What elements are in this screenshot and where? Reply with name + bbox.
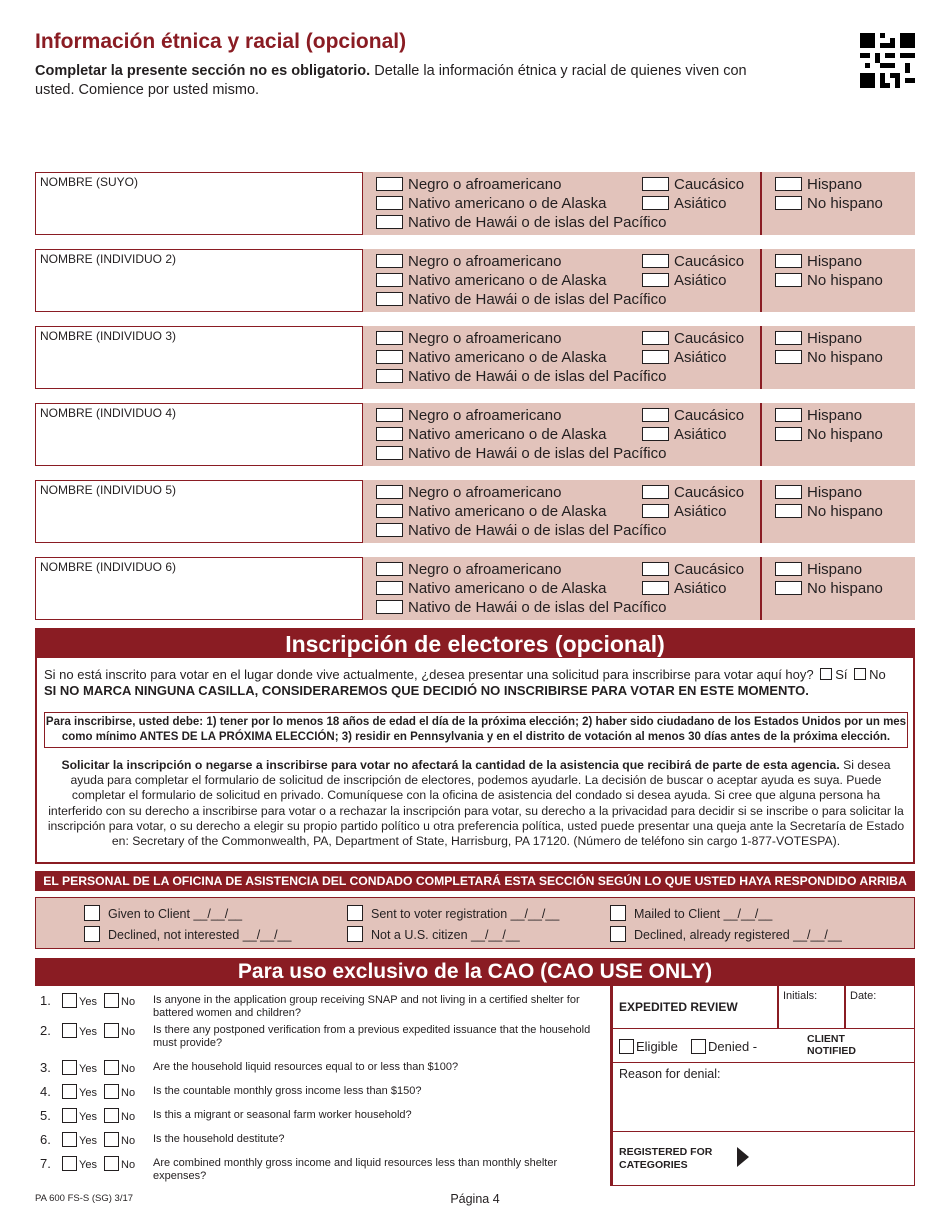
- checkbox[interactable]: [376, 408, 403, 422]
- checkbox[interactable]: [642, 331, 669, 345]
- name-label: NOMBRE (INDIVIDUO 5): [40, 483, 177, 497]
- intro-bold: Completar la presente sección no es obligatorio.: [35, 63, 371, 79]
- checkbox[interactable]: [376, 273, 403, 287]
- name-field[interactable]: [35, 557, 363, 620]
- checkbox[interactable]: [376, 523, 403, 537]
- name-field[interactable]: [35, 172, 363, 235]
- option-caucasian[interactable]: Caucásico: [642, 561, 744, 579]
- cao-questions: 1. Yes No Is anyone in the application group receiving SNAP and not living in a certified shelter for battered women and children? 2. Yes No Is there any postponed verification from a previous expedited issuance that the household must provide? 3. Yes No Are the household liquid resources equal to or less than $100? 4. Yes No Is the countable monthly gross income less than $150? 5. Yes No Is this a migrant or seasonal farm worker household? 6. Yes No Is the household destitute? 7. Yes No Are combined monthly gross income and liquid resources less than monthly shelter expenses?: [40, 993, 591, 1182]
- voter-yes-checkbox[interactable]: [820, 668, 832, 680]
- voter-notice-rest: Si desea ayuda para completar el formulario de solicitud de inscripción de electores, podemos ayudarle. La decisión de buscar o aceptar ayuda es suya. Puede completar el formulario de solicitud en privado. Comuníquese con la oficina de asistencia del condado si desea ayuda. Si cree que alguna persona ha interferido con su derecho a inscribirse para votar o a rechazar la inscripción para votar, su derecho a la privacidad para decidir si se inscribe o para solicitar la inscripción para votar, o su derecho a elegir su propio partido político u otra preferencia política, usted puede presentar una queja ante la Secretaría de Estado en: Secretary of the Commonwealth, PA, Department of State, Harrisburg, PA 17120. (Número de teléfono sin cargo 1-877-VOTESPA).: [47, 758, 905, 849]
- no-option[interactable]: No: [104, 1023, 135, 1039]
- no-option[interactable]: No: [104, 1084, 135, 1100]
- checkbox[interactable]: [347, 905, 363, 921]
- option-nonhispanic[interactable]: No hispano: [775, 195, 883, 213]
- name-field[interactable]: [35, 249, 363, 312]
- client-notified-label: CLIENT NOTIFIED: [807, 1033, 856, 1057]
- yes-option[interactable]: Yes: [62, 993, 97, 1009]
- option-caucasian[interactable]: Caucásico: [642, 330, 744, 348]
- option-hispanic[interactable]: Hispano: [775, 253, 862, 271]
- checkbox[interactable]: [642, 562, 669, 576]
- checkbox[interactable]: [642, 196, 669, 210]
- eligible-option[interactable]: Eligible: [619, 1039, 678, 1054]
- option-caucasian[interactable]: Caucásico: [642, 484, 744, 502]
- divider: [760, 557, 762, 620]
- divider: [760, 326, 762, 389]
- checkbox[interactable]: [642, 254, 669, 268]
- name-field[interactable]: [35, 480, 363, 543]
- no-option[interactable]: No: [104, 1108, 135, 1124]
- option-native[interactable]: Nativo americano o de Alaska: [376, 349, 606, 367]
- checkbox[interactable]: [642, 408, 669, 422]
- staff-section-bar: EL PERSONAL DE LA OFICINA DE ASISTENCIA DEL CONDADO COMPLETARÁ ESTA SECCIÓN SEGÚN LO QUE USTED HAYA RESPONDIDO ARRIBA: [35, 871, 915, 891]
- option-asian[interactable]: Asiático: [642, 426, 727, 444]
- option-hispanic[interactable]: Hispano: [775, 407, 862, 425]
- staff-sent-to-voter-registration[interactable]: Sent to voter registration __/__/__: [347, 905, 559, 922]
- checkbox[interactable]: [104, 1060, 119, 1075]
- checkbox[interactable]: [775, 504, 802, 518]
- voter-requirements: Para inscribirse, usted debe: 1) tener por lo menos 18 años de edad el día de la próxima elección; 2) haber sido ciudadano de los Estados Unidos por un mes como mínimo ANTES DE LA PRÓXIMA ELECCIÓN; 3) residir en Pennsylvania y en el distrito de votación al menos 30 días antes de la próxima elección.: [44, 712, 908, 748]
- checkbox[interactable]: [775, 485, 802, 499]
- divider: [844, 986, 846, 1029]
- option-nonhispanic[interactable]: No hispano: [775, 580, 883, 598]
- name-label: NOMBRE (INDIVIDUO 4): [40, 406, 177, 420]
- expedited-review-cell: [613, 986, 915, 1029]
- option-black[interactable]: Negro o afroamericano: [376, 484, 561, 502]
- checkbox[interactable]: [642, 350, 669, 364]
- option-native[interactable]: Nativo americano o de Alaska: [376, 580, 606, 598]
- option-hawaiian[interactable]: Nativo de Hawái o de islas del Pacífico: [376, 522, 666, 540]
- checkbox[interactable]: [775, 273, 802, 287]
- checkbox[interactable]: [376, 369, 403, 383]
- option-hispanic[interactable]: Hispano: [775, 330, 862, 348]
- checkbox[interactable]: [642, 581, 669, 595]
- checkbox[interactable]: [691, 1039, 706, 1054]
- no-option[interactable]: No: [104, 1132, 135, 1148]
- option-hawaiian[interactable]: Nativo de Hawái o de islas del Pacífico: [376, 445, 666, 463]
- form-id: PA 600 FS-S (SG) 3/17: [35, 1193, 134, 1204]
- staff-mailed-to-client[interactable]: Mailed to Client __/__/__: [610, 905, 772, 922]
- staff-not-us-citizen[interactable]: Not a U.S. citizen __/__/__: [347, 926, 520, 943]
- name-label: NOMBRE (INDIVIDUO 3): [40, 329, 177, 343]
- denied-option[interactable]: Denied -: [691, 1039, 757, 1054]
- option-black[interactable]: Negro o afroamericano: [376, 176, 561, 194]
- voter-warning: SI NO MARCA NINGUNA CASILLA, CONSIDERAREMOS QUE DECIDIÓ NO INSCRIBIRSE PARA VOTAR EN ESTE MOMENTO.: [44, 683, 809, 698]
- name-label: NOMBRE (INDIVIDUO 6): [40, 560, 177, 574]
- yes-option[interactable]: Yes: [62, 1108, 97, 1124]
- checkbox[interactable]: [619, 1039, 634, 1054]
- checkbox[interactable]: [376, 292, 403, 306]
- cao-section-title: Para uso exclusivo de la CAO (CAO USE ONLY): [35, 958, 915, 986]
- option-caucasian[interactable]: Caucásico: [642, 253, 744, 271]
- option-nonhispanic[interactable]: No hispano: [775, 272, 883, 290]
- no-option[interactable]: No: [104, 1060, 135, 1076]
- no-option[interactable]: No: [104, 1156, 135, 1172]
- divider: [760, 172, 762, 235]
- ethnic-row: [35, 326, 915, 389]
- name-label: NOMBRE (INDIVIDUO 2): [40, 252, 177, 266]
- option-asian[interactable]: Asiático: [642, 580, 727, 598]
- option-caucasian[interactable]: Caucásico: [642, 407, 744, 425]
- checkbox[interactable]: [775, 177, 802, 191]
- checkbox[interactable]: [62, 1060, 77, 1075]
- divider: [760, 249, 762, 312]
- yes-option[interactable]: Yes: [62, 1023, 97, 1039]
- yes-option[interactable]: Yes: [62, 1132, 97, 1148]
- option-asian[interactable]: Asiático: [642, 349, 727, 367]
- initials-field[interactable]: Initials:: [783, 990, 818, 1002]
- checkbox[interactable]: [376, 562, 403, 576]
- voter-question: [44, 667, 886, 699]
- divider: [777, 986, 779, 1029]
- checkbox[interactable]: [104, 1108, 119, 1123]
- checkbox[interactable]: [62, 1084, 77, 1099]
- voter-question-text: Si no está inscrito para votar en el lugar donde vive actualmente, ¿desea presentar una solicitud para inscribirse para votar aquí hoy?: [44, 667, 814, 682]
- ethnic-row: [35, 480, 915, 543]
- name-label: NOMBRE (SUYO): [40, 175, 139, 189]
- staff-section: [35, 897, 915, 949]
- checkbox[interactable]: [376, 485, 403, 499]
- checkbox[interactable]: [376, 350, 403, 364]
- option-hawaiian[interactable]: Nativo de Hawái o de islas del Pacífico: [376, 291, 666, 309]
- staff-declined-already-registered[interactable]: Declined, already registered __/__/__: [610, 926, 842, 943]
- no-option[interactable]: No: [104, 993, 135, 1009]
- checkbox[interactable]: [62, 1156, 77, 1171]
- option-hispanic[interactable]: Hispano: [775, 484, 862, 502]
- checkbox[interactable]: [376, 215, 403, 229]
- option-native[interactable]: Nativo americano o de Alaska: [376, 195, 606, 213]
- checkbox[interactable]: [775, 408, 802, 422]
- checkbox[interactable]: [104, 1132, 119, 1147]
- intro-text: [35, 62, 765, 100]
- checkbox[interactable]: [62, 1108, 77, 1123]
- checkbox[interactable]: [104, 1023, 119, 1038]
- cao-review-panel: [610, 986, 915, 1186]
- name-field[interactable]: [35, 403, 363, 466]
- qr-code-icon: [860, 33, 915, 88]
- voter-no-checkbox[interactable]: [854, 668, 866, 680]
- option-asian[interactable]: Asiático: [642, 272, 727, 290]
- option-hawaiian[interactable]: Nativo de Hawái o de islas del Pacífico: [376, 214, 666, 232]
- checkbox[interactable]: [775, 562, 802, 576]
- checkbox[interactable]: [104, 1156, 119, 1171]
- page-title: Información étnica y racial (opcional): [35, 30, 407, 53]
- voter-section-title: Inscripción de electores (opcional): [37, 630, 913, 658]
- option-hispanic[interactable]: Hispano: [775, 176, 862, 194]
- checkbox[interactable]: [775, 350, 802, 364]
- checkbox[interactable]: [642, 485, 669, 499]
- checkbox[interactable]: [642, 177, 669, 191]
- voter-yes-label: Sí: [835, 667, 848, 682]
- checkbox[interactable]: [376, 331, 403, 345]
- ethnic-row: [35, 557, 915, 620]
- name-field[interactable]: [35, 326, 363, 389]
- checkbox[interactable]: [376, 446, 403, 460]
- voter-notice-bold: Solicitar la inscripción o negarse a inscribirse para votar no afectará la cantidad de la asistencia que recibirá de parte de esta agencia.: [61, 758, 840, 772]
- divider: [760, 480, 762, 543]
- option-asian[interactable]: Asiático: [642, 503, 727, 521]
- option-hawaiian[interactable]: Nativo de Hawái o de islas del Pacífico: [376, 599, 666, 617]
- intro-rest: Detalle la información étnica y racial de quienes viven con usted. Comience por usted mismo.: [35, 63, 747, 98]
- checkbox[interactable]: [642, 504, 669, 518]
- option-black[interactable]: Negro o afroamericano: [376, 561, 561, 579]
- checkbox[interactable]: [104, 1084, 119, 1099]
- staff-given-to-client[interactable]: Given to Client __/__/__: [84, 905, 242, 922]
- option-asian[interactable]: Asiático: [642, 195, 727, 213]
- option-nonhispanic[interactable]: No hispano: [775, 503, 883, 521]
- race-options: [363, 557, 915, 620]
- checkbox[interactable]: [376, 196, 403, 210]
- checkbox[interactable]: [775, 331, 802, 345]
- reason-for-denial-field[interactable]: [613, 1063, 915, 1132]
- option-black[interactable]: Negro o afroamericano: [376, 253, 561, 271]
- registered-label: REGISTERED FOR CATEGORIES: [619, 1146, 713, 1171]
- voter-no-label: No: [869, 667, 886, 682]
- checkbox[interactable]: [62, 1023, 77, 1038]
- registered-cell: [613, 1132, 915, 1184]
- checkbox[interactable]: [376, 177, 403, 191]
- eligibility-cell: [613, 1029, 915, 1063]
- checkbox[interactable]: [376, 504, 403, 518]
- yes-option[interactable]: Yes: [62, 1060, 97, 1076]
- expedited-review-label: EXPEDITED REVIEW: [619, 1000, 738, 1014]
- race-options: [363, 480, 915, 543]
- checkbox[interactable]: [84, 905, 100, 921]
- divider: [760, 403, 762, 466]
- reason-label: Reason for denial:: [619, 1067, 721, 1081]
- checkbox[interactable]: [775, 254, 802, 268]
- checkbox[interactable]: [642, 427, 669, 441]
- ethnic-row: [35, 403, 915, 466]
- checkbox[interactable]: [62, 993, 77, 1008]
- option-nonhispanic[interactable]: No hispano: [775, 349, 883, 367]
- checkbox[interactable]: [775, 427, 802, 441]
- checkbox[interactable]: [347, 926, 363, 942]
- option-hawaiian[interactable]: Nativo de Hawái o de islas del Pacífico: [376, 368, 666, 386]
- race-options: [363, 403, 915, 466]
- option-native[interactable]: Nativo americano o de Alaska: [376, 503, 606, 521]
- option-native[interactable]: Nativo americano o de Alaska: [376, 272, 606, 290]
- checkbox[interactable]: [104, 993, 119, 1008]
- checkbox[interactable]: [775, 196, 802, 210]
- checkbox[interactable]: [84, 926, 100, 942]
- checkbox[interactable]: [642, 273, 669, 287]
- voter-registration-section: [35, 628, 915, 864]
- arrow-right-icon: [737, 1147, 749, 1167]
- option-nonhispanic[interactable]: No hispano: [775, 426, 883, 444]
- date-field[interactable]: Date:: [850, 990, 877, 1002]
- option-caucasian[interactable]: Caucásico: [642, 176, 744, 194]
- race-options: [363, 326, 915, 389]
- race-options: [363, 172, 915, 235]
- option-black[interactable]: Negro o afroamericano: [376, 407, 561, 425]
- voter-notice: [44, 758, 908, 849]
- yes-option[interactable]: Yes: [62, 1084, 97, 1100]
- option-black[interactable]: Negro o afroamericano: [376, 330, 561, 348]
- option-native[interactable]: Nativo americano o de Alaska: [376, 426, 606, 444]
- ethnic-row: [35, 249, 915, 312]
- yes-option[interactable]: Yes: [62, 1156, 97, 1172]
- checkbox[interactable]: [610, 905, 626, 921]
- checkbox[interactable]: [610, 926, 626, 942]
- staff-declined-not-interested[interactable]: Declined, not interested __/__/__: [84, 926, 291, 943]
- ethnic-row: [35, 172, 915, 235]
- checkbox[interactable]: [376, 581, 403, 595]
- checkbox[interactable]: [376, 600, 403, 614]
- checkbox[interactable]: [62, 1132, 77, 1147]
- checkbox[interactable]: [376, 254, 403, 268]
- page-number: Página 4: [450, 1192, 500, 1206]
- race-options: [363, 249, 915, 312]
- checkbox[interactable]: [376, 427, 403, 441]
- option-hispanic[interactable]: Hispano: [775, 561, 862, 579]
- checkbox[interactable]: [775, 581, 802, 595]
